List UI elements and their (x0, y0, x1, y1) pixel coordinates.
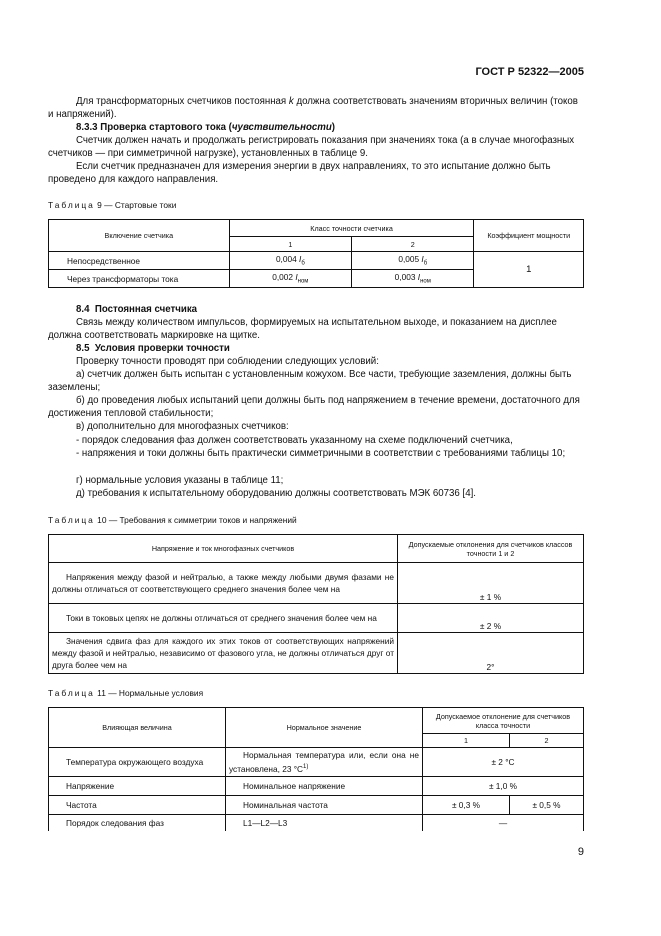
table11-cell-deviation: — (423, 814, 584, 831)
table11-cell-normal: Номинальное напряжение (226, 776, 423, 795)
table9-cell-inclusion: Через трансформаторы тока (49, 270, 230, 288)
list-item-v1: - порядок следования фаз должен соответствовать указанному на схеме подключений счетчика, (76, 435, 513, 446)
table11-cell-normal: Номинальная частота (226, 795, 423, 814)
table9-cell-class1: 0,004 $I_б$ (229, 252, 351, 270)
document-code: ГОСТ Р 52322—2005 (475, 66, 584, 78)
table10 (48, 534, 584, 674)
table10-cell-value: ± 2 % (398, 604, 584, 633)
table11-cell-deviation: ± 2 °С (423, 748, 584, 777)
heading-8-4: 8.4 Постоянная счетчика (76, 304, 198, 315)
paragraph-accuracy-intro: Проверку точности проводят при соблюдении следующих условий: (76, 356, 379, 367)
table11 (48, 707, 584, 831)
paragraph-start-current: Счетчик должен начать и продолжать регистрировать показания при значениях тока (а в случае многофазных счетчиков — при симметричной нагрузке), установленных в таблице 9. (48, 135, 575, 159)
paragraph-constant-k: Для трансформаторных счетчиков постоянная k должна соответствовать значениям вторичных величин (токов и напряжений). (48, 96, 578, 120)
list-item-d: д) требования к испытательному оборудованию должны соответствовать МЭК 60736 [4]. (76, 488, 476, 499)
table10-header-quantity: Напряжение и ток многофазных счетчиков (49, 535, 398, 563)
table11-cell-factor: Порядок следования фаз (49, 814, 226, 831)
list-item-b: б) до проведения любых испытаний цепи должны быть под напряжением в течение времени, достаточного для достижения тепловой стабильности; (48, 395, 580, 419)
list-item-v: в) дополнительно для многофазных счетчиков: (76, 421, 289, 432)
table10-cell-text: Токи в токовых цепях не должны отличаться от среднего значения более чем на (49, 604, 398, 633)
table-row (49, 748, 584, 777)
table-row (49, 252, 584, 270)
table9-cell-inclusion: Непосредственное (49, 252, 230, 270)
table9-caption: Таблица 9 — Стартовые токи (48, 200, 177, 210)
table9-cell-class1: 0,002 $I_{ном}$ (229, 270, 351, 288)
table11-cell-factor: Напряжение (49, 776, 226, 795)
table9-header-inclusion: Включение счетчика (49, 220, 230, 252)
table11-cell-normal: L1—L2—L3 (226, 814, 423, 831)
table11-header-class-2: 2 (510, 734, 584, 748)
table10-cell-value: ± 1 % (398, 563, 584, 604)
table9-cell-class2: 0,003 $I_{ном}$ (352, 270, 474, 288)
list-item-v2: - напряжения и токи должны быть практически симметричными в соответствии с требованиями таблицы 10; (76, 448, 566, 459)
paragraph-meter-constant: Связь между количеством импульсов, формируемых на испытательном выходе, и показанием на дисплее должна соответствовать маркировке на щитке. (48, 317, 557, 341)
paragraph-two-directions: Если счетчик предназначен для измерения энергии в двух направлениях, то это испытание должно быть проведено для каждого направления. (48, 161, 551, 185)
table11-header-deviation: Допускаемое отклонение для счетчиков класса точности (423, 708, 584, 734)
table11-header-factor: Влияющая величина (49, 708, 226, 748)
list-item-g: г) нормальные условия указаны в таблице 11; (76, 475, 284, 486)
page-number: 9 (577, 846, 584, 858)
table9-header-class-1: 1 (229, 237, 351, 252)
table9-cell-pf: 1 (474, 252, 584, 288)
table11-cell-normal: Нормальная температура или, если она не установлена, 23 $^\circ С^{1)}$ (226, 748, 423, 777)
table10-cell-text: Значения сдвига фаз для каждого их этих токов от соответствующих напряжений между фазой и нейтралью, независимо от фазового угла, не должны отличаться друг от друга более чем на (49, 633, 398, 674)
table-row (49, 814, 584, 831)
table11-cell-factor: Температура окружающего воздуха (49, 748, 226, 777)
table-row (49, 633, 584, 674)
table11-cell-deviation-1: ± 0,3 % (423, 795, 510, 814)
table10-cell-value: 2° (398, 633, 584, 674)
heading-8-5: 8.5 Условия проверки точности (76, 343, 230, 354)
table10-caption: Таблица 10 — Требования к симметрии токов и напряжений (48, 515, 297, 525)
table-row (49, 604, 584, 633)
table9 (48, 219, 584, 288)
table-row (49, 776, 584, 795)
table9-header-class-2: 2 (352, 237, 474, 252)
table10-header-deviation: Допускаемые отклонения для счетчиков классов точности 1 и 2 (398, 535, 584, 563)
table11-header-class-1: 1 (423, 734, 510, 748)
table9-cell-class2: 0,005 $I_б$ (352, 252, 474, 270)
table-row (49, 795, 584, 814)
table9-header-pf: Коэффициент мощности (474, 220, 584, 252)
table11-cell-factor: Частота (49, 795, 226, 814)
table11-cell-deviation: ± 1,0 % (423, 776, 584, 795)
list-item-a: а) счетчик должен быть испытан с установленным кожухом. Все части, требующие заземления, должны быть заземлены; (48, 369, 572, 393)
table-row (49, 563, 584, 604)
table9-header-class: Класс точности счетчика (229, 220, 474, 237)
heading-8-3-3: 8.3.3 Проверка стартового тока (чувствительности) (76, 122, 336, 133)
table11-cell-deviation-2: ± 0,5 % (510, 795, 584, 814)
table11-header-normal: Нормальное значение (226, 708, 423, 748)
table10-cell-text: Напряжения между фазой и нейтралью, а также между любыми двумя фазами не должны отличаться от соответствующего среднего значения более чем на (49, 563, 398, 604)
table11-caption: Таблица 11 — Нормальные условия (48, 688, 204, 698)
